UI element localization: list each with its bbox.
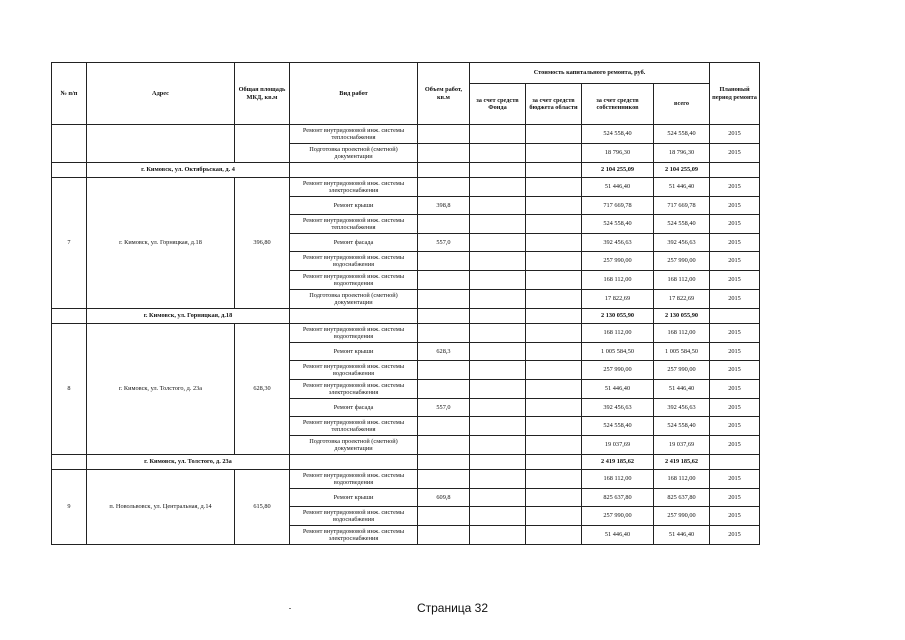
subtotal-total: 2 104 255,09 — [654, 163, 710, 178]
row-total: 51 446,40 — [654, 380, 710, 399]
row-total: 524 558,40 — [654, 215, 710, 234]
row-work-type: Ремонт крыши — [290, 343, 418, 361]
row-own-funds: 392 456,63 — [582, 234, 654, 252]
row-volume: 398,8 — [418, 197, 470, 215]
row-planned-year: 2015 — [710, 125, 760, 144]
header-region-budget: за счет средств бюджета области — [526, 84, 582, 125]
row-work-type: Подготовка проектной (сметной) документации — [290, 144, 418, 163]
row-num: 7 — [52, 178, 87, 309]
row-planned-year: 2015 — [710, 361, 760, 380]
subtotal-own: 2 419 185,62 — [582, 455, 654, 470]
subtotal-own: 2 104 255,09 — [582, 163, 654, 178]
row-region-budget — [526, 399, 582, 417]
row-work-type: Подготовка проектной (сметной) документации — [290, 290, 418, 309]
row-work-type: Ремонт внутридомовой инж. системы электроснабжения — [290, 178, 418, 197]
row-work-type: Ремонт внутридомовой инж. системы водоснабжения — [290, 252, 418, 271]
row-address: п. Новольвовск, ул. Центральная, д.14 — [87, 470, 235, 545]
row-total: 168 112,00 — [654, 271, 710, 290]
subtotal-volume — [418, 309, 470, 324]
row-region-budget — [526, 178, 582, 197]
row-volume — [418, 507, 470, 526]
row-own-funds: 168 112,00 — [582, 470, 654, 489]
table-row — [52, 470, 760, 489]
subtotal-work — [290, 455, 418, 470]
row-volume — [418, 178, 470, 197]
row-total: 825 637,80 — [654, 489, 710, 507]
subtotal-region — [526, 163, 582, 178]
row-fund — [470, 290, 526, 309]
row-region-budget — [526, 125, 582, 144]
row-own-funds: 19 037,69 — [582, 436, 654, 455]
row-fund — [470, 436, 526, 455]
row-total: 392 456,63 — [654, 399, 710, 417]
header-cost-group: Стоимость капитального ремонта, руб. — [470, 63, 710, 84]
subtotal-row — [52, 163, 760, 178]
row-fund — [470, 197, 526, 215]
subtotal-volume — [418, 455, 470, 470]
row-region-budget — [526, 234, 582, 252]
row-work-type: Ремонт крыши — [290, 489, 418, 507]
row-fund — [470, 234, 526, 252]
row-area: 628,30 — [235, 324, 290, 455]
row-volume — [418, 252, 470, 271]
row-total: 51 446,40 — [654, 526, 710, 545]
row-region-budget — [526, 197, 582, 215]
header-area: Общая площадь МКД, кв.м — [235, 63, 290, 125]
row-region-budget — [526, 215, 582, 234]
row-fund — [470, 343, 526, 361]
row-total: 168 112,00 — [654, 470, 710, 489]
table-row — [52, 178, 760, 197]
header-row — [52, 63, 760, 84]
row-own-funds: 51 446,40 — [582, 380, 654, 399]
row-fund — [470, 215, 526, 234]
row-region-budget — [526, 507, 582, 526]
row-own-funds: 1 005 584,50 — [582, 343, 654, 361]
row-fund — [470, 470, 526, 489]
row-volume — [418, 470, 470, 489]
row-fund — [470, 178, 526, 197]
row-total: 717 669,78 — [654, 197, 710, 215]
header-address: Адрес — [87, 63, 235, 125]
row-total: 51 446,40 — [654, 178, 710, 197]
row-work-type: Ремонт внутридомовой инж. системы электроснабжения — [290, 380, 418, 399]
row-total: 257 990,00 — [654, 252, 710, 271]
row-planned-year: 2015 — [710, 470, 760, 489]
row-own-funds: 524 558,40 — [582, 215, 654, 234]
row-num — [52, 125, 87, 163]
row-planned-year: 2015 — [710, 234, 760, 252]
row-region-budget — [526, 271, 582, 290]
row-own-funds: 524 558,40 — [582, 125, 654, 144]
subtotal-work — [290, 163, 418, 178]
row-total: 392 456,63 — [654, 234, 710, 252]
row-work-type: Ремонт внутридомовой инж. системы водоснабжения — [290, 507, 418, 526]
scan-speck — [289, 608, 291, 609]
page-number: Страница 32 — [416, 601, 489, 615]
row-area — [235, 125, 290, 163]
row-num: 9 — [52, 470, 87, 545]
row-own-funds: 168 112,00 — [582, 324, 654, 343]
row-region-budget — [526, 380, 582, 399]
row-planned-year: 2015 — [710, 252, 760, 271]
row-volume — [418, 526, 470, 545]
row-total: 19 037,69 — [654, 436, 710, 455]
subtotal-total: 2 419 185,62 — [654, 455, 710, 470]
row-work-type: Подготовка проектной (сметной) документации — [290, 436, 418, 455]
row-work-type: Ремонт внутридомовой инж. системы водоотведения — [290, 271, 418, 290]
row-area: 615,80 — [235, 470, 290, 545]
row-own-funds: 257 990,00 — [582, 252, 654, 271]
subtotal-num — [52, 455, 87, 470]
row-volume — [418, 380, 470, 399]
row-work-type: Ремонт внутридомовой инж. системы электроснабжения — [290, 526, 418, 545]
row-planned-year: 2015 — [710, 215, 760, 234]
row-address — [87, 125, 235, 163]
subtotal-fund — [470, 163, 526, 178]
row-own-funds: 18 796,30 — [582, 144, 654, 163]
row-fund — [470, 526, 526, 545]
row-planned-year: 2015 — [710, 290, 760, 309]
row-total: 168 112,00 — [654, 324, 710, 343]
row-fund — [470, 361, 526, 380]
header-work-type: Вид работ — [290, 63, 418, 125]
row-work-type: Ремонт фасада — [290, 234, 418, 252]
row-volume — [418, 361, 470, 380]
row-own-funds: 257 990,00 — [582, 361, 654, 380]
subtotal-address: г. Кимовск, ул. Октябрьская, д. 4 — [87, 163, 290, 178]
row-planned-year: 2015 — [710, 271, 760, 290]
subtotal-volume — [418, 163, 470, 178]
subtotal-row — [52, 309, 760, 324]
subtotal-own: 2 130 055,90 — [582, 309, 654, 324]
subtotal-address: г. Кимовск, ул. Толстого, д. 23а — [87, 455, 290, 470]
row-volume: 557,0 — [418, 399, 470, 417]
row-planned-year: 2015 — [710, 343, 760, 361]
row-total: 524 558,40 — [654, 125, 710, 144]
header-total: всего — [654, 84, 710, 125]
row-total: 257 990,00 — [654, 361, 710, 380]
row-fund — [470, 252, 526, 271]
row-planned-year: 2015 — [710, 507, 760, 526]
row-volume — [418, 436, 470, 455]
row-fund — [470, 125, 526, 144]
subtotal-num — [52, 309, 87, 324]
row-total: 524 558,40 — [654, 417, 710, 436]
header-num: № п/п — [52, 63, 87, 125]
header-volume: Объем работ, кв.м — [418, 63, 470, 125]
row-planned-year: 2015 — [710, 380, 760, 399]
row-volume: 557,0 — [418, 234, 470, 252]
row-work-type: Ремонт внутридомовой инж. системы теплоснабжения — [290, 125, 418, 144]
row-own-funds: 168 112,00 — [582, 271, 654, 290]
row-total: 257 990,00 — [654, 507, 710, 526]
row-own-funds: 524 558,40 — [582, 417, 654, 436]
row-volume: 609,8 — [418, 489, 470, 507]
row-work-type: Ремонт внутридомовой инж. системы теплоснабжения — [290, 215, 418, 234]
row-planned-year: 2015 — [710, 417, 760, 436]
subtotal-region — [526, 455, 582, 470]
row-region-budget — [526, 470, 582, 489]
row-planned-year: 2015 — [710, 399, 760, 417]
row-total: 18 796,30 — [654, 144, 710, 163]
row-own-funds: 257 990,00 — [582, 507, 654, 526]
row-own-funds: 825 637,80 — [582, 489, 654, 507]
subtotal-year — [710, 455, 760, 470]
header-fund: за счет средств Фонда — [470, 84, 526, 125]
row-volume — [418, 215, 470, 234]
row-num: 8 — [52, 324, 87, 455]
row-region-budget — [526, 290, 582, 309]
row-region-budget — [526, 436, 582, 455]
row-address: г. Кимовск, ул. Горняцкая, д.18 — [87, 178, 235, 309]
row-planned-year: 2015 — [710, 436, 760, 455]
row-fund — [470, 271, 526, 290]
row-volume: 628,3 — [418, 343, 470, 361]
subtotal-work — [290, 309, 418, 324]
subtotal-total: 2 130 055,90 — [654, 309, 710, 324]
subtotal-row — [52, 455, 760, 470]
row-planned-year: 2015 — [710, 324, 760, 343]
table-row — [52, 324, 760, 343]
subtotal-fund — [470, 309, 526, 324]
subtotal-region — [526, 309, 582, 324]
row-total: 17 822,69 — [654, 290, 710, 309]
row-region-budget — [526, 252, 582, 271]
subtotal-num — [52, 163, 87, 178]
row-region-budget — [526, 324, 582, 343]
subtotal-year — [710, 163, 760, 178]
table-body — [52, 63, 760, 545]
row-work-type: Ремонт крыши — [290, 197, 418, 215]
row-region-budget — [526, 526, 582, 545]
row-region-budget — [526, 417, 582, 436]
row-fund — [470, 417, 526, 436]
row-planned-year: 2015 — [710, 526, 760, 545]
header-own-funds: за счет средств собственников — [582, 84, 654, 125]
row-fund — [470, 399, 526, 417]
row-planned-year: 2015 — [710, 144, 760, 163]
table-row — [52, 125, 760, 144]
row-volume — [418, 125, 470, 144]
header-planned-period: Плановый период ремонта — [710, 63, 760, 125]
row-fund — [470, 489, 526, 507]
row-total: 1 005 584,50 — [654, 343, 710, 361]
row-own-funds: 51 446,40 — [582, 178, 654, 197]
repair-plan-table — [51, 62, 760, 545]
subtotal-fund — [470, 455, 526, 470]
row-region-budget — [526, 361, 582, 380]
subtotal-address: г. Кимовск, ул. Горняцкая, д.18 — [87, 309, 290, 324]
row-work-type: Ремонт внутридомовой инж. системы водоотведения — [290, 470, 418, 489]
row-fund — [470, 380, 526, 399]
row-region-budget — [526, 144, 582, 163]
row-work-type: Ремонт фасада — [290, 399, 418, 417]
row-planned-year: 2015 — [710, 489, 760, 507]
row-volume — [418, 290, 470, 309]
row-volume — [418, 144, 470, 163]
subtotal-year — [710, 309, 760, 324]
row-planned-year: 2015 — [710, 178, 760, 197]
row-own-funds: 51 446,40 — [582, 526, 654, 545]
row-own-funds: 717 669,78 — [582, 197, 654, 215]
row-work-type: Ремонт внутридомовой инж. системы водоотведения — [290, 324, 418, 343]
row-planned-year: 2015 — [710, 197, 760, 215]
row-region-budget — [526, 343, 582, 361]
row-fund — [470, 507, 526, 526]
row-area: 396,80 — [235, 178, 290, 309]
row-fund — [470, 144, 526, 163]
row-own-funds: 392 456,63 — [582, 399, 654, 417]
row-volume — [418, 271, 470, 290]
row-address: г. Кимовск, ул. Толстого, д. 23а — [87, 324, 235, 455]
row-fund — [470, 324, 526, 343]
row-own-funds: 17 822,69 — [582, 290, 654, 309]
row-region-budget — [526, 489, 582, 507]
row-work-type: Ремонт внутридомовой инж. системы водоснабжения — [290, 361, 418, 380]
row-work-type: Ремонт внутридомовой инж. системы теплоснабжения — [290, 417, 418, 436]
row-volume — [418, 417, 470, 436]
row-volume — [418, 324, 470, 343]
